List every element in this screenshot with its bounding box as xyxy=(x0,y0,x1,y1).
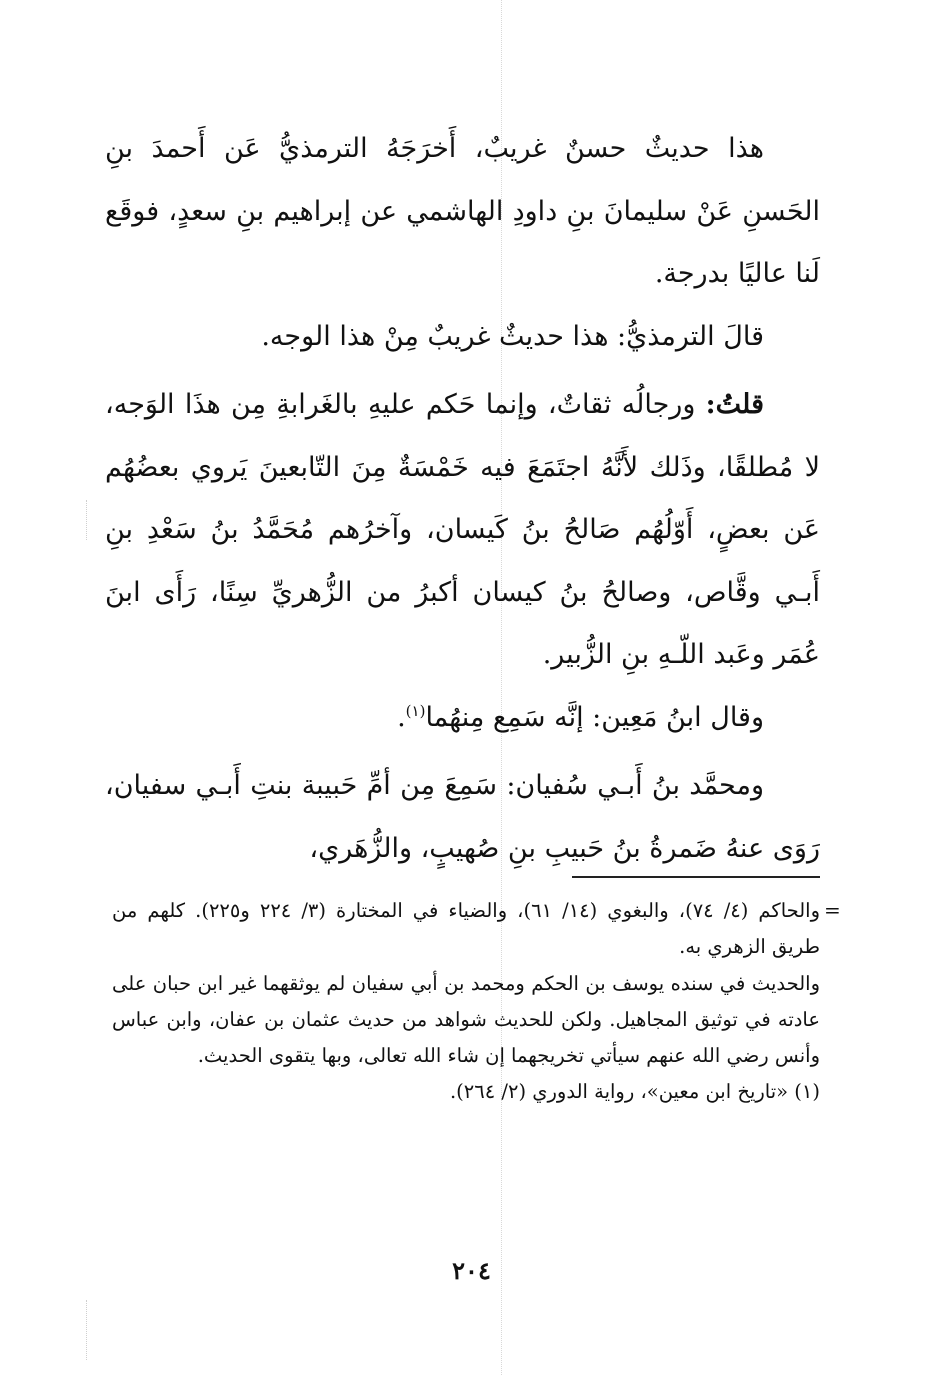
main-text-body xyxy=(105,118,820,880)
footnote-separator-rule xyxy=(572,876,820,878)
paragraph-ibn-maeen xyxy=(105,687,820,750)
ibn-maeen-end: . xyxy=(397,701,406,733)
footnote-continuation-mark: = xyxy=(824,898,841,922)
footnote-1: (١) «تاريخ ابن معين»، رواية الدوري (٢/ ٢٦٤). xyxy=(449,1080,820,1104)
footnote-continued-text: والحاكم (٤/ ٧٤)، والبغوي (١٤/ ٦١)، والضياء في المختارة (٣/ ٢٢٤ و٢٢٥). كلهم من طريق الزهري به. xyxy=(112,899,821,959)
footnotes-section xyxy=(112,893,820,1111)
scan-edge-mark xyxy=(86,1300,87,1360)
page-number: ٢٠٤ xyxy=(452,1256,491,1285)
qultu-lead-word: قلتُ: xyxy=(705,389,764,420)
qultu-text: ورجالُه ثقاتٌ، وإنما حَكم عليهِ بالغَرابةِ مِن هذَا الوَجه، لا مُطلقًا، وذَلك لأَنَّهُ اجتَمَعَ فيه خَمْسَةٌ مِنَ التّابعينَ يَروي بعضُهُم عَن بعضٍ، أَوّلُهُم صَالحُ بنُ كَيسان، وآخرُهم مُحَمَّدُ بنُ سَعْدِ بنِ أَبـي وقَّاص، وصالحُ بنُ كيسان أكبرُ من الزُّهريِّ سِنًا، رَأَى ابنَ عُمَر وعَبد اللّـهِ بنِ الزُّبير. xyxy=(105,389,820,670)
ibn-maeen-text: وقال ابنُ مَعِين: إنَّه سَمِع مِنهُما xyxy=(425,701,764,733)
paragraph-qultu xyxy=(105,374,820,687)
paragraph-tirmidhi-quote: قالَ الترمذيُّ: هذا حديثٌ غريبٌ مِنْ هذا الوجه. xyxy=(261,320,764,352)
scan-edge-mark xyxy=(86,500,87,540)
footnote-ref-1: (١) xyxy=(405,701,426,720)
footnote-paragraph-2: والحديث في سنده يوسف بن الحكم ومحمد بن أبي سفيان لم يوثقهما غير ابن حبان على عادته في توثيق المجاهيل. ولكن للحديث شواهد من حديث عثمان بن عفان، وابن عباس وأنس رضي الله عنهم سيأتي تخريجهما إن شاء الله تعالى، وبها يتقوى الحديث. xyxy=(112,971,821,1068)
paragraph-hadith-grading: هذا حديثٌ حسنٌ غريبٌ، أَخرَجَهُ الترمذيُّ عَن أَحمدَ بنِ الحَسنِ عَنْ سليمانَ بنِ داودِ الهاشمي عن إبراهيم بنِ سعدٍ، فوقَع لَنا عاليًا بدرجة. xyxy=(105,133,820,289)
paragraph-muhammad-ibn-abi-sufyan: ومحمَّد بنُ أَبـي سُفيان: سَمِعَ مِن أمِّ حَبيبة بنتِ أَبـي سفيان، رَوَى عنهُ ضَمرةُ بنُ حَبيبِ بنِ صُهيبٍ، والزُّهَري، xyxy=(105,770,820,864)
